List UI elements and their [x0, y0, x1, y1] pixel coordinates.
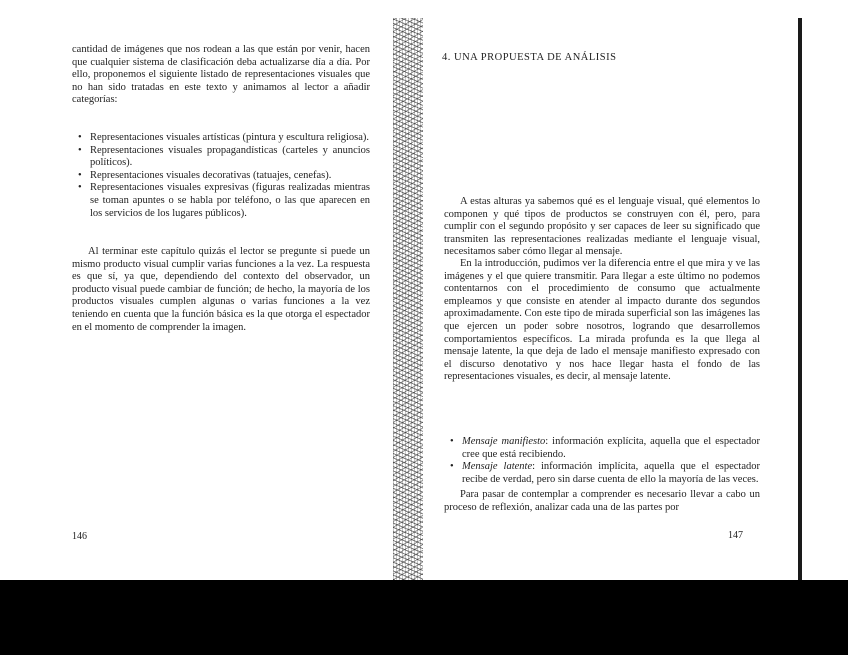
list-item: • Representaciones visuales artísticas (pintura y escultura religiosa). [72, 132, 370, 145]
page-number: 146 [72, 531, 87, 542]
page-number: 147 [728, 530, 743, 541]
left-paragraph-2: Al terminar este capítulo quizás el lector se pregunte si puede un mismo producto visual cumplir varias funciones a la vez. La respuesta es que sí, ya que, dependiendo del contexto del observador, un producto visual puede cambiar de función; de hecho, la mayoría de los productos visuales cumplen algunas o varias funciones a la vez teniendo en cuenta que la función básica es la que otorga el espectador en el momento de comprender la imagen. [72, 246, 370, 333]
right-page [418, 0, 808, 580]
left-page [0, 0, 395, 580]
term: Mensaje latente [462, 461, 533, 473]
list-item: • Mensaje manifiesto: información explícita, aquella que el espectador cree que está recibiendo. [444, 436, 760, 461]
right-bullet-list [444, 436, 760, 486]
list-item: • Mensaje latente: información implícita, aquella que el espectador recibe de verdad, pero sin darse cuenta de ello la mayoría de las veces. [444, 461, 760, 486]
right-paragraph-2: En la introducción, pudimos ver la diferencia entre el que mira y ve las imágenes y el que quiere transmitir. Para llegar a este último no podemos contentarnos con el procedimiento de consumo que actualmente empleamos y que consiste en atender al impacto durante dos segundos aproximadamente. Con este tipo de mirada superficial son las imágenes las que ejercen un poder sobre nosotros, logrando que desarrollemos comportamientos específicos. La mirada profunda es la que llega al mensaje latente, la que deja de lado el mensaje manifiesto expresado con el discurso denotativo y nos hace llegar hasta el fondo de las representaciones visuales, es decir, al mensaje latente. [444, 258, 760, 383]
chapter-heading: 4. UNA PROPUESTA DE ANÁLISIS [442, 52, 617, 63]
list-item: • Representaciones visuales expresivas (figuras realizadas mientras se toman apuntes o se habla por teléfono, o las que aparecen en los servicios de los lugares públicos). [72, 182, 370, 220]
right-paragraph-1: A estas alturas ya sabemos qué es el lenguaje visual, qué elementos lo componen y qué tipos de productos se construyen con él, pero, para cumplir con el segundo propósito y ser capaces de leer su significado que transmiten las representaciones realizadas mediante el lenguaje visual, necesitamos saber cómo llegar al mensaje. [444, 196, 760, 258]
list-item: • Representaciones visuales propagandísticas (carteles y anuncios políticos). [72, 145, 370, 170]
scanner-black-border [0, 580, 848, 655]
left-bullet-list [72, 132, 370, 220]
page-edge-shadow [798, 18, 802, 580]
right-paragraph-3: Para pasar de contemplar a comprender es necesario llevar a cabo un proceso de reflexión, analizar cada una de las partes por [444, 489, 760, 513]
term: Mensaje manifiesto [462, 436, 546, 447]
list-item: • Representaciones visuales decorativas (tatuajes, cenefas). [72, 170, 370, 183]
left-paragraph-1: cantidad de imágenes que nos rodean a las que están por venir, hacen que cualquier sistema de clasificación deba actualizarse día a día. Por ello, proponemos el siguiente listado de representaciones visuales que no han sido tratadas en este texto y animamos al lector a añadir categorías: [72, 44, 370, 106]
